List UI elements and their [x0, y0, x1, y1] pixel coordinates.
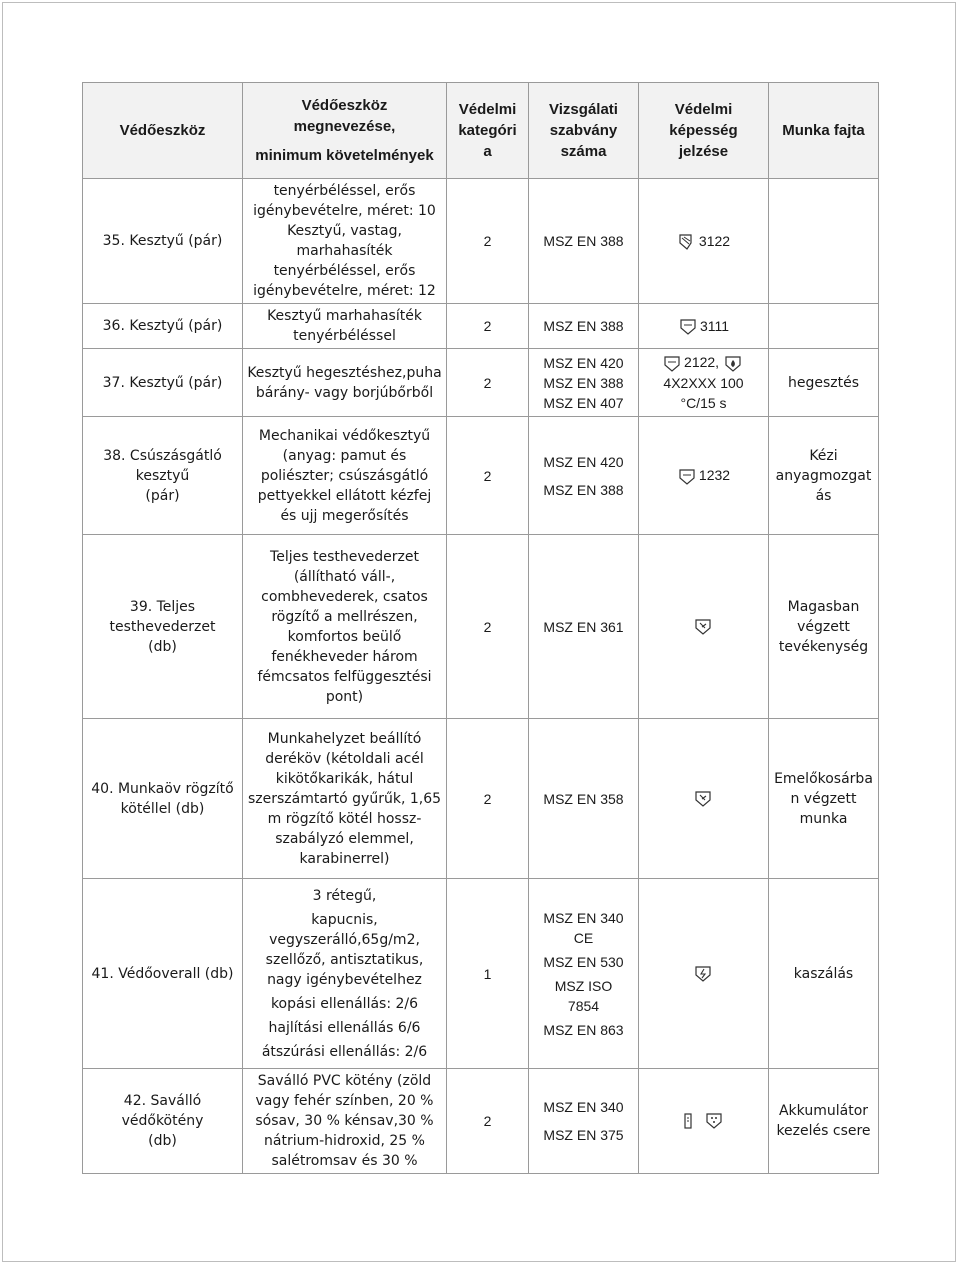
table-row [83, 349, 879, 417]
glove-mechanical-icon [677, 468, 697, 486]
description: Teljes testhevederzet (állítható váll-, combhevederek, csatos rögzítő a mellrészen, komfortos beülő fenékheveder három fémcsatos felfüggesztési pont) [243, 535, 447, 719]
work-type [769, 179, 879, 304]
standard: MSZ EN 340 MSZ EN 375 [529, 1069, 639, 1174]
table-row [83, 417, 879, 535]
category: 2 [447, 417, 529, 535]
description: 3 rétegű, kapucnis, vegyszerálló,65g/m2, szellőző, antisztatikus, nagy igénybevételhez kopási ellenállás: 2/6 hajlítási ellenállás 6/6 átszúrási ellenállás: 2/6 [243, 879, 447, 1069]
header-description: Védőeszköz megnevezése, minimum követelmények [243, 83, 447, 179]
flame-icon [723, 355, 743, 373]
table-row [83, 719, 879, 879]
category: 2 [447, 1069, 529, 1174]
standard: MSZ EN 420 MSZ EN 388 MSZ EN 407 [529, 349, 639, 417]
standard: MSZ EN 361 [529, 535, 639, 719]
header-marking: Védelmi képesség jelzése [639, 83, 769, 179]
glove-mechanical-icon [662, 355, 682, 373]
category: 2 [447, 349, 529, 417]
marking: 3122 [639, 179, 769, 304]
ppe-table [82, 82, 879, 1174]
table-row [83, 1069, 879, 1174]
marking [639, 879, 769, 1069]
fall-protection-icon [693, 618, 713, 636]
chemical-icon [704, 1112, 724, 1130]
description: Munkahelyzet beállító deréköv (kétoldali acél kikötőkarikák, hátul szerszámtartó gyűrűk, 1,65 m rögzítő kötél hossz- szabályzó elemmel, karabinerrel) [243, 719, 447, 879]
work-type: Magasban végzett tevékenység [769, 535, 879, 719]
category: 2 [447, 719, 529, 879]
marking [639, 1069, 769, 1174]
category: 2 [447, 535, 529, 719]
table-header-row [83, 83, 879, 179]
category: 2 [447, 304, 529, 349]
marking: 3111 [639, 304, 769, 349]
marking [639, 535, 769, 719]
header-work-type: Munka fajta [769, 83, 879, 179]
table-row [83, 535, 879, 719]
device-name: 40. Munkaöv rögzítő kötéllel (db) [83, 719, 243, 879]
standard: MSZ EN 388 [529, 179, 639, 304]
header-standard: Vizsgálati szabvány száma [529, 83, 639, 179]
work-type: Kézi anyagmozgat ás [769, 417, 879, 535]
chemical-icon [682, 1112, 702, 1130]
glove-mechanical-icon [678, 318, 698, 336]
description: tenyérbéléssel, erős igénybevételre, méret: 10 Kesztyű, vastag, marhahasíték tenyérbéléssel, erős igénybevételre, méret: 12 [243, 179, 447, 304]
header-category: Védelmi kategóri a [447, 83, 529, 179]
standard: MSZ EN 420 MSZ EN 388 [529, 417, 639, 535]
work-type: kaszálás [769, 879, 879, 1069]
category: 2 [447, 179, 529, 304]
table-row [83, 879, 879, 1069]
work-type: Emelőkosárba n végzett munka [769, 719, 879, 879]
device-name: 42. Saválló védőkötény (db) [83, 1069, 243, 1174]
table-row [83, 179, 879, 304]
table-row [83, 304, 879, 349]
standard: MSZ EN 388 [529, 304, 639, 349]
marking: 1232 [639, 417, 769, 535]
marking: 2122, 4X2XXX 100 °C/15 s [639, 349, 769, 417]
work-type: hegesztés [769, 349, 879, 417]
device-name: 41. Védőoverall (db) [83, 879, 243, 1069]
antistatic-icon [693, 965, 713, 983]
work-type [769, 304, 879, 349]
work-type: Akkumulátor kezelés csere [769, 1069, 879, 1174]
header-device: Védőeszköz [83, 83, 243, 179]
device-name: 35. Kesztyű (pár) [83, 179, 243, 304]
marking [639, 719, 769, 879]
description: Mechanikai védőkesztyű (anyag: pamut és poliészter; csúszásgátló pettyekkel ellátott kézfej és ujj megerősítés [243, 417, 447, 535]
category: 1 [447, 879, 529, 1069]
description: Kesztyű hegesztéshez,puha bárány- vagy borjúbőrből [243, 349, 447, 417]
device-name: 39. Teljes testhevederzet (db) [83, 535, 243, 719]
fall-protection-icon [693, 790, 713, 808]
device-name: 36. Kesztyű (pár) [83, 304, 243, 349]
glove-mechanical-icon [677, 233, 697, 251]
description: Kesztyű marhahasíték tenyérbéléssel [243, 304, 447, 349]
description: Saválló PVC kötény (zöld vagy fehér színben, 20 % sósav, 30 % kénsav,30 % nátrium-hidroxid, 25 % salétromsav és 30 % [243, 1069, 447, 1174]
device-name: 38. Csúszásgátló kesztyű (pár) [83, 417, 243, 535]
standard: MSZ EN 358 [529, 719, 639, 879]
standard: MSZ EN 340 CE MSZ EN 530 MSZ ISO 7854 MSZ EN 863 [529, 879, 639, 1069]
device-name: 37. Kesztyű (pár) [83, 349, 243, 417]
